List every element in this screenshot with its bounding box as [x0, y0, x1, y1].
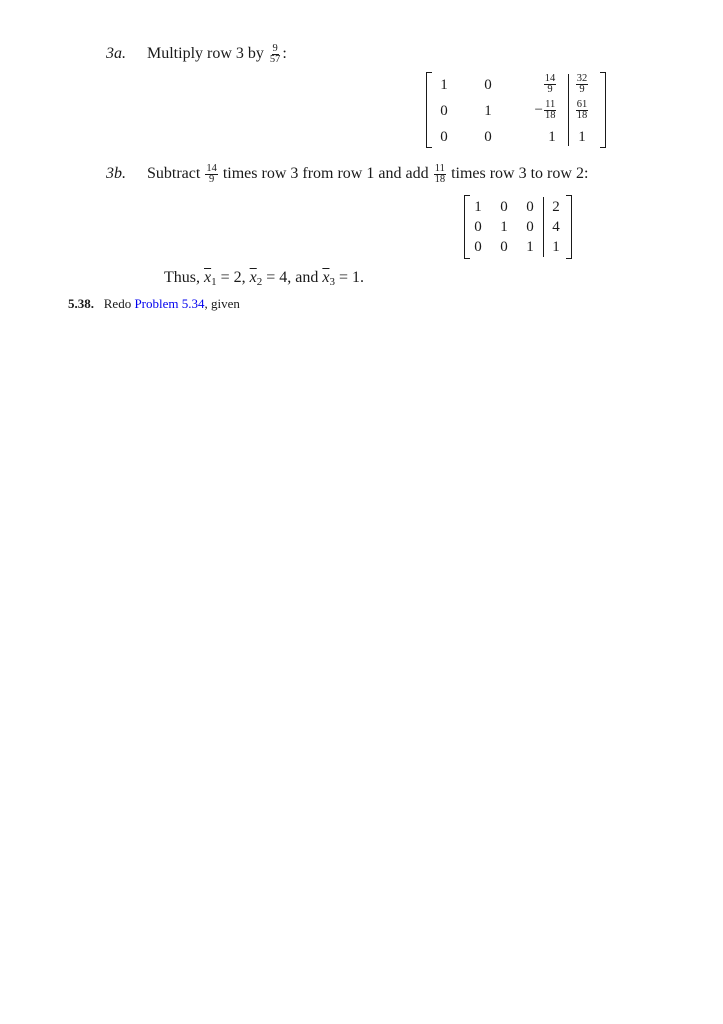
- fraction: $\frac{9}{57}$: [269, 43, 281, 65]
- step-3a: 3a. Multiply row 3 by $\frac{9}{57}$ :: [106, 43, 287, 65]
- matrix-cell: 1: [474, 198, 482, 215]
- step-label: 3a.: [106, 45, 126, 63]
- step-label: 3b.: [106, 165, 126, 183]
- matrix-cell: 4: [552, 218, 560, 235]
- matrix-cell: 0: [484, 76, 492, 93]
- matrix-cell: 0: [484, 128, 492, 145]
- conclusion: Thus, $\overline{x}_1 = 2$, $\overline{x}_2 = 4$, and $\overline{x}_3 = 1$.: [164, 269, 365, 288]
- matrix-cell: 1: [500, 218, 508, 235]
- matrix-cell: 0: [526, 198, 534, 215]
- matrix-cell: 1: [484, 102, 492, 119]
- augment-divider: [543, 197, 544, 257]
- augment-divider: [568, 74, 569, 146]
- matrix-cell: 0: [474, 238, 482, 255]
- matrix-cell: $\frac{14}{9}$: [544, 72, 556, 95]
- matrix-cell: 0: [440, 102, 448, 119]
- problem-5-38: 5.38. Redo Problem 5.34, given: [68, 296, 240, 311]
- problem-link[interactable]: Problem 5.34: [134, 296, 205, 311]
- step-3b: 3b. Subtract $\frac{14}{9}$ times row 3 from row 1 and add $\frac{11}{18}$ times row 3 to row 2:: [106, 163, 589, 185]
- matrix-cell: 1: [440, 76, 448, 93]
- matrix-cell: $\frac{61}{18}$: [576, 98, 588, 121]
- augmented-matrix-2: [464, 195, 572, 259]
- fraction: $\frac{14}{9}$: [206, 163, 217, 185]
- matrix-cell: 0: [526, 218, 534, 235]
- matrix-cell: 0: [440, 128, 448, 145]
- fraction: $\frac{11}{18}$: [434, 163, 446, 185]
- matrix-cell: − $\frac{11}{18}$: [534, 98, 556, 121]
- matrix-cell: 0: [500, 238, 508, 255]
- matrix-cell: 1: [548, 128, 556, 145]
- matrix-cell: 1: [578, 128, 586, 145]
- problem-number: 5.38.: [68, 296, 94, 311]
- step-text: Multiply row 3 by: [147, 45, 264, 63]
- matrix-cell: 0: [474, 218, 482, 235]
- augmented-matrix-1: [426, 72, 606, 148]
- right-bracket: [600, 72, 606, 148]
- matrix-cell: 2: [552, 198, 560, 215]
- matrix-cell: 1: [526, 238, 534, 255]
- matrix-cell: 1: [552, 238, 560, 255]
- matrix-cell: 0: [500, 198, 508, 215]
- matrix-cell: $\frac{32}{9}$: [576, 72, 588, 95]
- right-bracket: [566, 195, 572, 259]
- left-bracket: [426, 72, 432, 148]
